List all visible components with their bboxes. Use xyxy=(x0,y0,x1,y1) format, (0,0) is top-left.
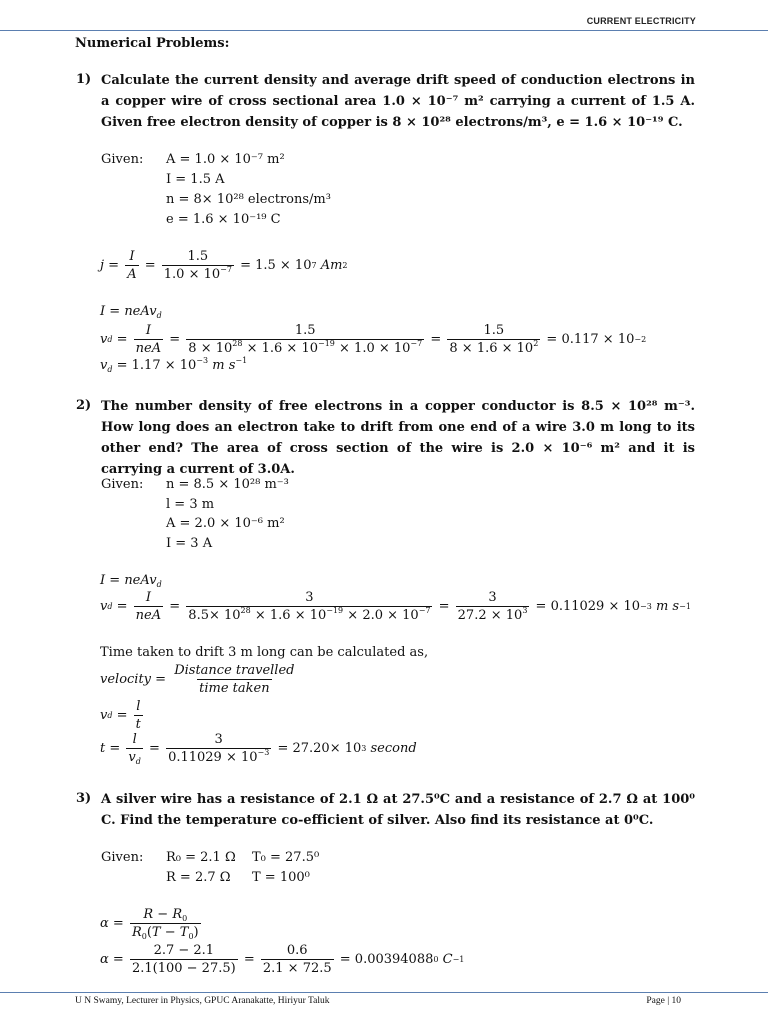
header-title: CURRENT ELECTRICITY xyxy=(586,16,696,26)
problem-3-given-item: R = 2.7 Ω xyxy=(166,870,231,885)
problem-3-alpha-formula: α = $\frac{R - R_0}{R_0(T - T_0)}$ xyxy=(100,907,199,941)
problem-2-given-item: A = 2.0 × 10⁻⁶ m² xyxy=(166,516,285,531)
problem-3-given-item: T = 100⁰ xyxy=(252,870,310,885)
problem-2-current-formula: I = neAv$_d$ xyxy=(100,573,162,589)
problem-2-number: 2) xyxy=(76,398,92,413)
section-title: Numerical Problems: xyxy=(75,36,230,51)
footer-page-number: Page | 10 xyxy=(646,996,681,1006)
problem-3-alpha-result: α = $\frac{2.7 - 2.1}{2.1(100 - 27.5)}$ = $\frac{0.6}{2.1 \times 72.5}$ = 0.00394088 0 C −1 xyxy=(100,943,465,976)
problem-2-velocity-definition: velocity = $\frac{\text{Distance travelled}}{\text{time taken}}$ xyxy=(100,663,295,696)
problem-3-given-item: T₀ = 27.5⁰ xyxy=(252,850,320,865)
problem-3-given-label: Given: xyxy=(101,850,144,865)
problem-2-given-item: I = 3 A xyxy=(166,536,213,551)
problem-1-text: Calculate the current density and average drift speed of conduction electrons in a copper wire of cross sectional area 1.0 × 10⁻⁷ m² carrying a current of 1.5 A. Given free electron density of copper is 8 × 10²⁸ electrons/m³, e = 1.6 × 10⁻¹⁹ C. xyxy=(101,73,695,130)
problem-2-time-intro: Time taken to drift 3 m long can be calculated as, xyxy=(100,645,429,660)
problem-2-drift-velocity-ratio: v d = $\frac{l}{t}$ xyxy=(100,699,141,732)
problem-3-text: A silver wire has a resistance of 2.1 Ω at 27.5⁰C and a resistance of 2.7 Ω at 100⁰ C. Find the temperature co-efficient of silver. Also find its resistance at 0⁰C. xyxy=(101,792,695,828)
problem-1-number: 1) xyxy=(76,72,92,87)
header-divider xyxy=(0,30,768,31)
problem-1-given-label: Given: xyxy=(101,152,144,167)
problem-1-given-item: e = 1.6 × 10⁻¹⁹ C xyxy=(166,212,281,227)
problem-1-given-item: A = 1.0 × 10⁻⁷ m² xyxy=(166,152,285,167)
problem-1-drift-velocity-result: $v_d = 1.17 \times 10^{-3}$ m $s^{-1}$ xyxy=(100,356,248,374)
problem-1-drift-velocity-equation: v d = $\frac{I}{\text{neA}}$ = $\frac{1.5}{8 \times 10^{28} \times 1.6 \times 10^{-19} \times 1.0 \times 10^{-7}}$ = $\frac{1.5}{8 \times 1.6 \times 10^2}$ = 0.117 × 10 −2 xyxy=(100,323,647,356)
problem-2-time-equation: t = $\frac{l}{v_d}$ = $\frac{3}{0.11029 \times 10^{-3}}$ = 27.20× 10 3 second xyxy=(100,732,417,766)
problem-1-current-formula: I = neAv$_d$ xyxy=(100,304,162,320)
problem-2-drift-velocity-equation: v d = $\frac{I}{\text{neA}}$ = $\frac{3}{8.5\times 10^{28} \times 1.6 \times 10^{-19} \times 2.0 \times 10^{-7}}$ = $\frac{3}{27.2 \times 10^3}$ = 0.11029 × 10 −3 m s −1 xyxy=(100,590,691,623)
problem-2-text: The number density of free electrons in a copper conductor is 8.5 × 10²⁸ m⁻³. How long does an electron take to drift from one end of a wire 3.0 m long to its other end? The area of cross section of the wire is 2.0 × 10⁻⁶ m² and it is carrying a current of 3.0A. xyxy=(101,399,695,477)
problem-3-number: 3) xyxy=(76,791,92,806)
problem-1-current-density-equation: j = $\frac{I}{A}$ = $\frac{1.5}{1.0 \times 10^{-7}}$ = 1.5 × 10 7 Am 2 xyxy=(100,249,348,282)
footer-author: U N Swamy, Lecturer in Physics, GPUC Aranakatte, Hiriyur Taluk xyxy=(75,996,330,1006)
problem-1-given-item: I = 1.5 A xyxy=(166,172,225,187)
footer-divider xyxy=(0,992,768,993)
problem-2-given-label: Given: xyxy=(101,477,144,492)
problem-2-given-item: n = 8.5 × 10²⁸ m⁻³ xyxy=(166,477,289,492)
problem-3-given-item: R₀ = 2.1 Ω xyxy=(166,850,236,865)
problem-2-given-item: l = 3 m xyxy=(166,497,215,512)
problem-1-given-item: n = 8× 10²⁸ electrons/m³ xyxy=(166,192,331,207)
